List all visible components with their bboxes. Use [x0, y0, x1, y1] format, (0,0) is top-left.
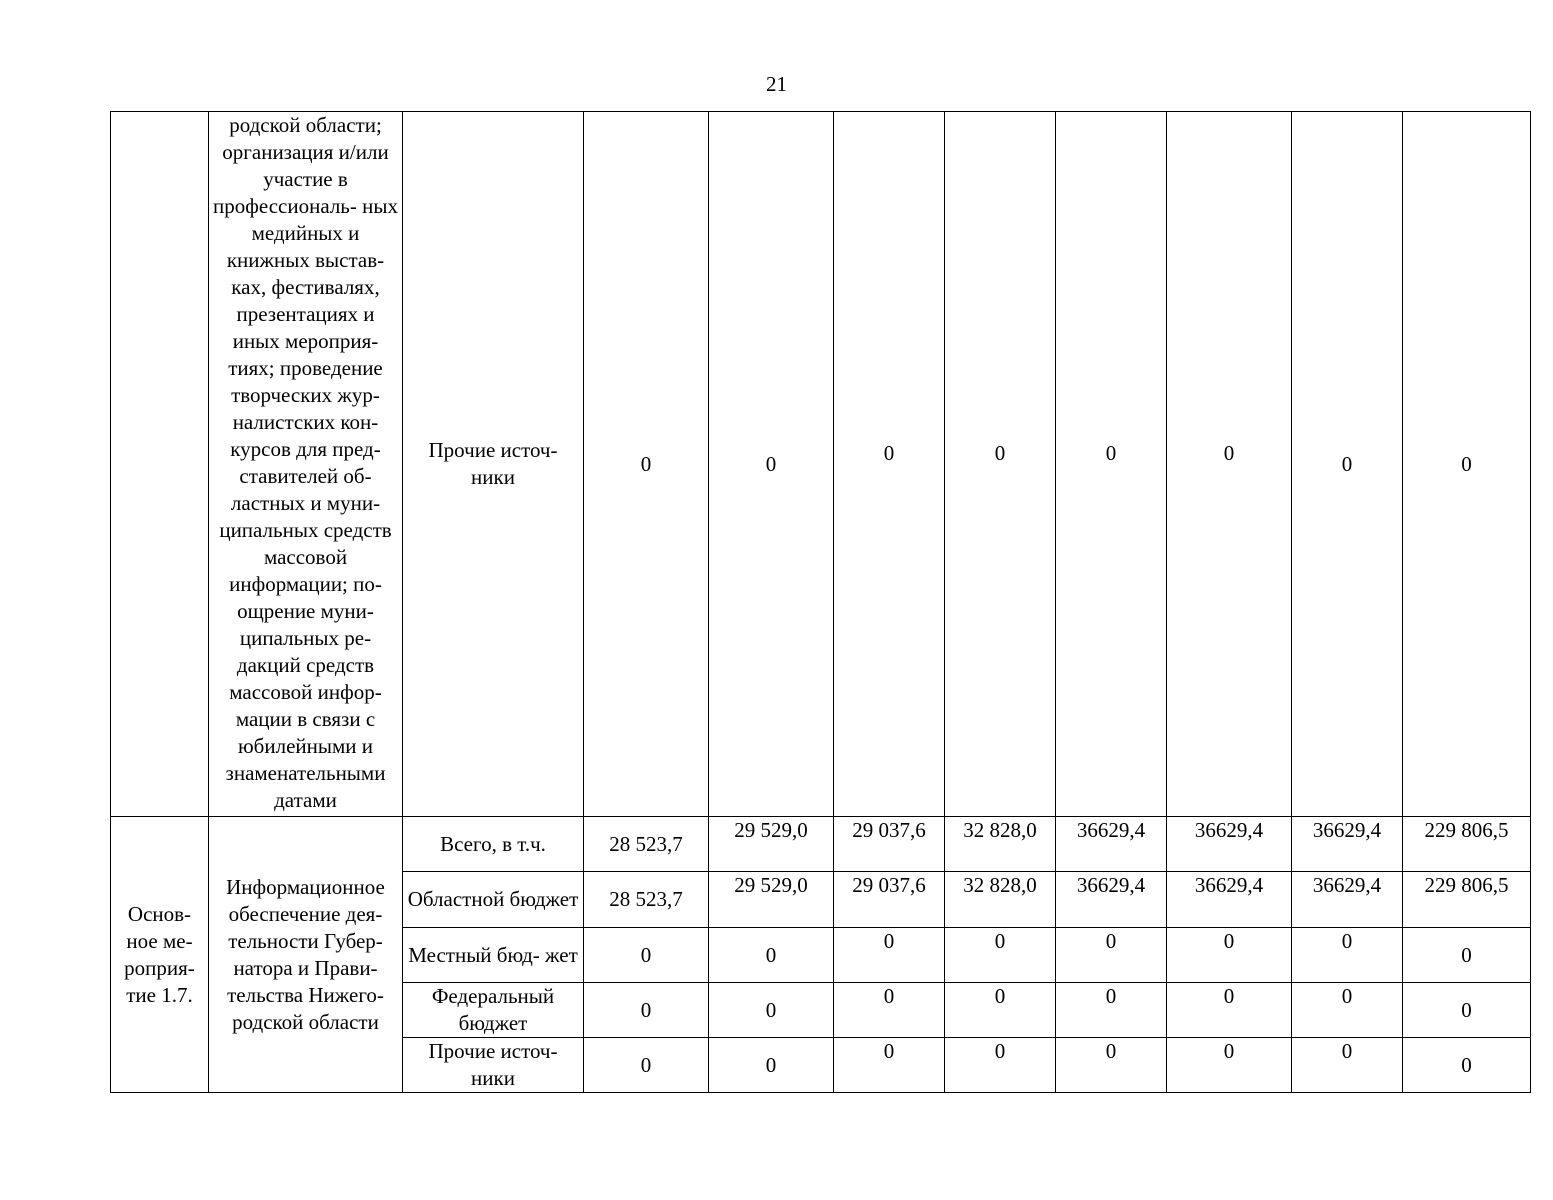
- source-cell: Всего, в т.ч.: [403, 817, 584, 872]
- value-cell: 36629,4: [1167, 872, 1292, 928]
- value-cell: 229 806,5: [1403, 817, 1531, 872]
- value-cell: 0: [1403, 1038, 1531, 1093]
- value-cell: 36629,4: [1292, 872, 1403, 928]
- value-cell: 0: [945, 112, 1056, 817]
- value-cell: 36629,4: [1292, 817, 1403, 872]
- value-cell: 0: [1056, 928, 1167, 983]
- value-cell: 0: [834, 983, 945, 1038]
- value-cell: 29 529,0: [709, 872, 834, 928]
- value-cell: 0: [709, 928, 834, 983]
- source-cell: Федеральный бюджет: [403, 983, 584, 1038]
- value-cell: 0: [1056, 112, 1167, 817]
- source-cell: Прочие источ- ники: [403, 1038, 584, 1093]
- value-cell: 0: [1403, 983, 1531, 1038]
- value-cell: 0: [834, 112, 945, 817]
- value-cell: 36629,4: [1167, 817, 1292, 872]
- value-cell: 28 523,7: [584, 872, 709, 928]
- measure-code-cell: Основ- ное ме- роприя- тие 1.7.: [111, 817, 209, 1093]
- source-cell: Областной бюджет: [403, 872, 584, 928]
- value-cell: 0: [1167, 983, 1292, 1038]
- source-cell: Прочие источ- ники: [403, 112, 584, 817]
- value-cell: 29 037,6: [834, 817, 945, 872]
- value-cell: 0: [709, 1038, 834, 1093]
- value-cell: 0: [584, 928, 709, 983]
- value-cell: 0: [945, 1038, 1056, 1093]
- value-cell: 36629,4: [1056, 817, 1167, 872]
- value-cell: 32 828,0: [945, 872, 1056, 928]
- value-cell: 0: [584, 1038, 709, 1093]
- value-cell: 0: [1056, 1038, 1167, 1093]
- budget-table: [110, 111, 1531, 1093]
- value-cell: 28 523,7: [584, 817, 709, 872]
- value-cell: 0: [1403, 928, 1531, 983]
- value-cell: 0: [584, 112, 709, 817]
- value-cell: 0: [1167, 112, 1292, 817]
- value-cell: 32 828,0: [945, 817, 1056, 872]
- value-cell: 0: [1167, 928, 1292, 983]
- value-cell: 29 037,6: [834, 872, 945, 928]
- value-cell: 0: [1292, 1038, 1403, 1093]
- value-cell: 0: [709, 983, 834, 1038]
- value-cell: 29 529,0: [709, 817, 834, 872]
- value-cell: 0: [584, 983, 709, 1038]
- table-row-total: [111, 817, 1531, 872]
- table-row-continued: [111, 112, 1531, 817]
- value-cell: 0: [945, 928, 1056, 983]
- value-cell: 229 806,5: [1403, 872, 1531, 928]
- code-cell-empty: [111, 112, 209, 817]
- value-cell: 0: [709, 112, 834, 817]
- value-cell: 0: [1403, 112, 1531, 817]
- value-cell: 0: [1292, 112, 1403, 817]
- description-cell: родской области; организация и/или участие в профессиональ- ных медийных и книжных выстав- ках, фестивалях, презентациях и иных мероприя- тиях; проведение творческих жур- налистских кон- курсов для пред- ставителей об- ластных и муни- ципальных средств массовой информации; по- ощрение муни- ципальных ре- дакций средств массовой инфор- мации в связи с юбилейными и знаменательными датами: [209, 112, 403, 817]
- measure-title-cell: Информационное обеспечение дея- тельности Губер- натора и Прави- тельства Нижего- родской области: [209, 817, 403, 1093]
- value-cell: 0: [834, 928, 945, 983]
- source-cell: Местный бюд- жет: [403, 928, 584, 983]
- value-cell: 0: [1167, 1038, 1292, 1093]
- value-cell: 0: [834, 1038, 945, 1093]
- value-cell: 0: [1056, 983, 1167, 1038]
- value-cell: 0: [1292, 983, 1403, 1038]
- value-cell: 36629,4: [1056, 872, 1167, 928]
- value-cell: 0: [945, 983, 1056, 1038]
- value-cell: 0: [1292, 928, 1403, 983]
- page-number: 21: [766, 72, 787, 96]
